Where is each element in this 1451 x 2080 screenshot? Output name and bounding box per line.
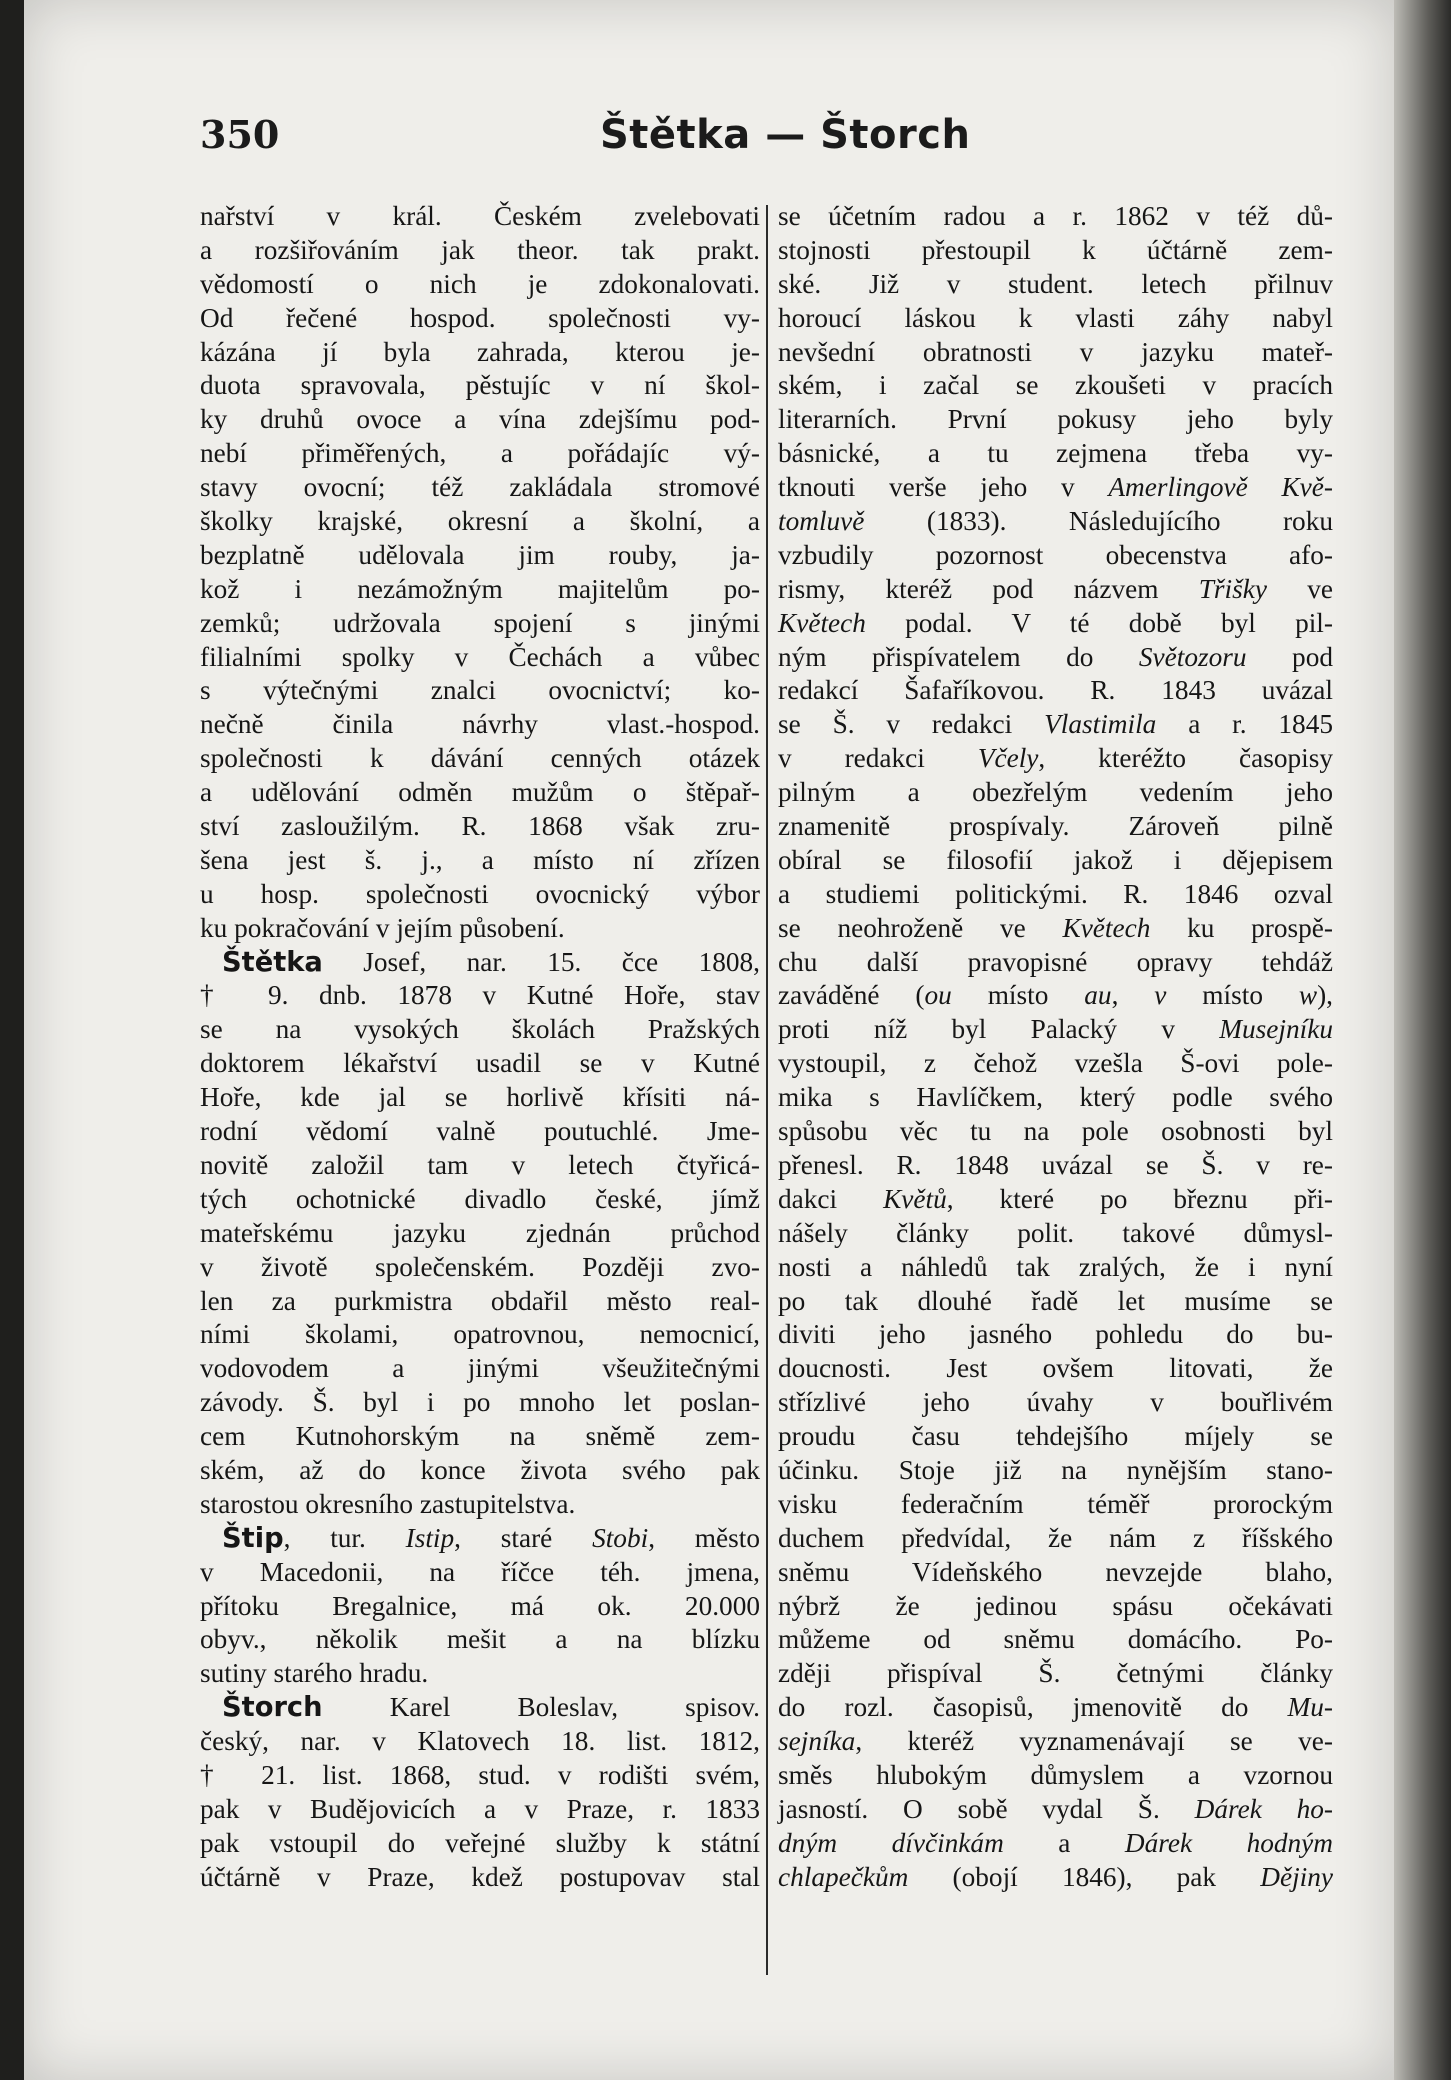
text-line: mika s Havlíčkem, který podle svého bbox=[778, 1082, 1333, 1113]
entry-headword: Štorch bbox=[222, 1692, 323, 1724]
text-line: přítoku Bregalnice, má ok. 20.000 bbox=[200, 1590, 760, 1621]
text-line: starostou okresního zastupitelstva. bbox=[200, 1488, 576, 1519]
text-line: účinku. Stoje již na nynějším stano- bbox=[778, 1454, 1333, 1485]
text-line: nařství v král. Českém zvelebovati bbox=[200, 201, 760, 231]
text-line: v Macedonii, na říčce téh. jmena, bbox=[200, 1556, 760, 1587]
text-line: se Š. v redakci Vlastimila a r. 1845 bbox=[778, 709, 1334, 740]
text-line: zemků; udržovala spojení s jinými bbox=[200, 607, 760, 638]
text-line: zději přispíval Š. četnými články bbox=[778, 1658, 1333, 1689]
text-line: básnické, a tu zejmena třeba vy- bbox=[778, 438, 1333, 469]
text-line: dakci Květů, které po březnu při- bbox=[778, 1183, 1334, 1214]
page-header bbox=[200, 112, 1300, 172]
text-line: chu další pravopisné opravy tehdáž bbox=[778, 946, 1333, 977]
entry-headword: Štip bbox=[222, 1522, 284, 1554]
text-line: proudu času tehdejšího míjely se bbox=[778, 1421, 1333, 1452]
text-line: můžeme od sněmu domácího. Po- bbox=[778, 1624, 1333, 1655]
text-line: novitě založil tam v letech čtyřicá- bbox=[200, 1149, 760, 1180]
text-line: přenesl. R. 1848 uvázal se Š. v re- bbox=[778, 1149, 1333, 1180]
entry-headword: Štětka bbox=[222, 946, 323, 978]
text-line: diviti jeho jasného pohledu do bu- bbox=[778, 1319, 1333, 1350]
text-line: stavy ovocní; též zakládala stromové bbox=[200, 472, 760, 503]
text-line: a rozšiřováním jak theor. tak prakt. bbox=[200, 234, 760, 265]
text-line: obyv., několik mešit a na blízku bbox=[200, 1624, 760, 1655]
text-line: sutiny starého hradu. bbox=[200, 1658, 429, 1689]
text-line: † 21. list. 1868, stud. v rodišti svém, bbox=[200, 1759, 760, 1790]
text-line: horoucí láskou k vlasti záhy nabyl bbox=[778, 302, 1333, 333]
text-line: tknouti verše jeho v Amerlingově Kvě- bbox=[778, 472, 1333, 503]
text-line: střízlivé jeho úvahy v bouřlivém bbox=[778, 1387, 1333, 1418]
text-line: nýbrž že jedinou spásu očekávati bbox=[778, 1590, 1333, 1621]
text-line: ným přispívatelem do Světozoru pod bbox=[778, 641, 1333, 672]
text-line: se na vysokých školách Pražských bbox=[200, 1014, 760, 1045]
page-number: 350 bbox=[200, 112, 280, 157]
text-line: doucnosti. Jest ovšem litovati, že bbox=[778, 1353, 1333, 1384]
text-line: nevšední obratnosti v jazyku mateř- bbox=[778, 336, 1333, 367]
text-line: tých ochotnické divadlo české, jímž bbox=[200, 1183, 760, 1214]
text-line: jasností. O sobě vydal Š. Dárek ho- bbox=[778, 1793, 1333, 1824]
text-line: chlapečkům (obojí 1846), pak Dějiny bbox=[778, 1861, 1333, 1892]
text-line: a udělování odměn mužům o štěpař- bbox=[200, 777, 760, 808]
text-line: pak v Budějovicích a v Praze, r. 1833 bbox=[200, 1793, 760, 1824]
text-line: pilným a obezřelým vedením jeho bbox=[778, 777, 1333, 808]
text-line: do rozl. časopisů, jmenovitě do Mu- bbox=[778, 1692, 1333, 1723]
page-edge-shadow bbox=[1394, 0, 1451, 2080]
text-line: Květech podal. V té době byl pil- bbox=[778, 607, 1333, 638]
text-line: pak vstoupil do veřejné služby k státní bbox=[200, 1827, 760, 1858]
text-line: tomluvě (1833). Následujícího roku bbox=[778, 506, 1333, 537]
text-line: † 9. dnb. 1878 v Kutné Hoře, stav bbox=[200, 980, 760, 1011]
text-line: Od řečené hospod. společnosti vy- bbox=[200, 302, 760, 333]
text-line: ské. Již v student. letech přilnuv bbox=[778, 268, 1333, 299]
text-line: s výtečnými znalci ovocnictví; ko- bbox=[200, 675, 760, 706]
text-line: účtárně v Praze, kdež postupovav stal bbox=[200, 1861, 760, 1892]
text-line: spůsobu věc tu na pole osobnosti byl bbox=[778, 1116, 1333, 1147]
text-line: vystoupil, z čehož vzešla Š-ovi pole- bbox=[778, 1048, 1333, 1079]
text-line: len za purkmistra obdařil město real- bbox=[200, 1285, 760, 1316]
text-line: u hosp. společnosti ovocnický výbor bbox=[200, 878, 760, 909]
text-line: proti níž byl Palacký v Musejníku bbox=[778, 1014, 1333, 1045]
column-divider bbox=[766, 205, 768, 1975]
running-title: Štětka — Štorch bbox=[600, 112, 971, 158]
text-line: v redakci Včely, kteréžto časopisy bbox=[778, 743, 1333, 774]
text-line: šena jest š. j., a místo ní zřízen bbox=[200, 844, 760, 875]
right-column bbox=[778, 200, 1333, 1895]
text-line: nečně činila návrhy vlast.-hospod. bbox=[200, 709, 760, 740]
text-line: český, nar. v Klatovech 18. list. 1812, bbox=[200, 1726, 760, 1757]
text-line: po tak dlouhé řadě let musíme se bbox=[778, 1285, 1333, 1316]
text-line: ství zasloužilým. R. 1868 však zru- bbox=[200, 811, 760, 842]
text-line: nášely články polit. takové důmysl- bbox=[778, 1217, 1333, 1248]
text-line: doktorem lékařství usadil se v Kutné bbox=[200, 1048, 760, 1079]
entry-stip-first-line: Štip, tur. Istip, staré Stobi, město bbox=[222, 1522, 760, 1554]
text-line: bezplatně udělovala jim rouby, ja- bbox=[200, 539, 760, 570]
entry-stetka-first-line: Štětka Josef, nar. 15. čce 1808, bbox=[222, 946, 760, 978]
text-line: vodovodem a jinými všeužitečnými bbox=[200, 1353, 760, 1384]
left-column bbox=[200, 200, 760, 1895]
text-line: ském, i začal se zkoušeti v pracích bbox=[778, 370, 1333, 401]
text-line: a studiemi politickými. R. 1846 ozval bbox=[778, 878, 1333, 909]
text-line: rodní vědomí valně poutuchlé. Jme- bbox=[200, 1116, 760, 1147]
text-line: vědomostí o nich je zdokonalovati. bbox=[200, 268, 760, 299]
text-line: ky druhů ovoce a vína zdejšímu pod- bbox=[200, 404, 760, 435]
text-line: Hoře, kde jal se horlivě křísiti ná- bbox=[200, 1082, 760, 1113]
text-line: se neohroženě ve Květech ku prospě- bbox=[778, 912, 1333, 943]
text-line: se účetním radou a r. 1862 v též dů- bbox=[778, 201, 1333, 231]
text-line: redakcí Šafaříkovou. R. 1843 uvázal bbox=[778, 675, 1333, 706]
text-line: sněmu Vídeňského nevzejde blaho, bbox=[778, 1556, 1333, 1587]
text-line: společnosti k dávání cenných otázek bbox=[200, 743, 760, 774]
text-line: v životě společenském. Později zvo- bbox=[200, 1251, 760, 1282]
text-line: vzbudily pozornost obecenstva afo- bbox=[778, 539, 1333, 570]
text-line: visku federačním téměř prorockým bbox=[778, 1488, 1333, 1519]
text-line: kázána jí byla zahrada, kterou je- bbox=[200, 336, 760, 367]
text-line: dným dívčinkám a Dárek hodným bbox=[778, 1827, 1334, 1858]
text-line: ském, až do konce života svého pak bbox=[200, 1454, 760, 1485]
text-line: kož i nezámožným majitelům po- bbox=[200, 573, 760, 604]
text-line: mateřskému jazyku zjednán průchod bbox=[200, 1217, 760, 1248]
text-line: obíral se filosofií jakož i dějepisem bbox=[778, 844, 1333, 875]
text-line: zaváděné (ou místo au, v místo w), bbox=[778, 980, 1333, 1011]
text-line: školky krajské, okresní a školní, a bbox=[200, 506, 760, 537]
text-line: ními školami, opatrovnou, nemocnicí, bbox=[200, 1319, 760, 1350]
text-line: nebí přiměřených, a pořádajíc vý- bbox=[200, 438, 760, 469]
text-line: duchem předvídal, že nám z říšského bbox=[778, 1522, 1333, 1553]
text-line: nosti a náhledů tak zralých, že i nyní bbox=[778, 1251, 1333, 1282]
text-line: znamenitě prospívaly. Zároveň pilně bbox=[778, 811, 1333, 842]
text-line: duota spravovala, pěstujíc v ní škol- bbox=[200, 370, 760, 401]
text-line: cem Kutnohorským na sněmě zem- bbox=[200, 1421, 760, 1452]
text-line: směs hlubokým důmyslem a vzornou bbox=[778, 1759, 1333, 1790]
text-line: ku pokračování v jejím působení. bbox=[200, 912, 565, 943]
entry-storch-first-line: Štorch Karel Boleslav, spisov. bbox=[222, 1692, 760, 1724]
text-line: závody. Š. byl i po mnoho let poslan- bbox=[200, 1387, 760, 1418]
text-line: rismy, kteréž pod názvem Třišky ve bbox=[778, 573, 1333, 604]
text-line: filialními spolky v Čechách a vůbec bbox=[200, 641, 760, 672]
text-line: stojnosti přestoupil k účtárně zem- bbox=[778, 234, 1333, 265]
text-line: sejníka, kteréž vyznamenávají se ve- bbox=[778, 1726, 1333, 1757]
text-line: literarních. První pokusy jeho byly bbox=[778, 404, 1333, 435]
